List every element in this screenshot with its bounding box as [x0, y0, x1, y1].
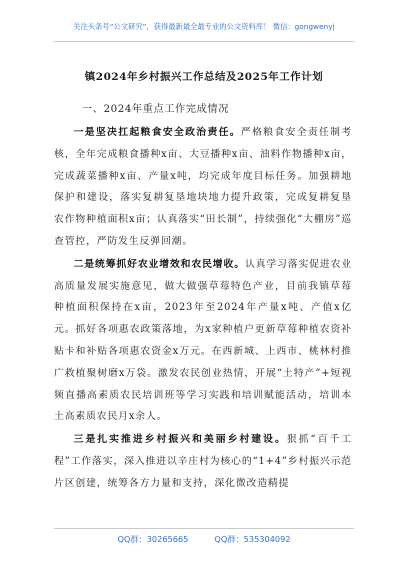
- paragraph-3: [54, 429, 352, 494]
- paragraph-3-text: 狠抓“百千工程”工作落实，深入推进以辛庄村为核心的“1+4”乡村振兴示范片区创建，统筹各方力量和支持，深化微改造精提: [54, 434, 352, 489]
- section-heading: 一、2024年重点工作完成情况: [82, 104, 229, 115]
- qq-group-1: QQ群：30265665: [117, 534, 189, 544]
- footer-contacts: [0, 534, 408, 545]
- document-title: 镇2024年乡村振兴工作总结及2025年工作计划: [84, 71, 324, 83]
- document-body: [54, 122, 352, 496]
- header-divider: [54, 41, 354, 42]
- paragraph-1: [54, 122, 352, 253]
- qq-group-2: QQ群：535304092: [214, 534, 291, 544]
- paragraph-1-text: 严格粮食安全责任制考核，全年完成粮食播种x亩、大豆播种x亩、油料作物播种x亩，完成蔬菜播种x亩、产量x吨，均完成年度目标任务。加强耕地保护和建设，落实复耕复垦地块地力提升政策，完成复耕复垦农作物种植面积x亩；认真落实“田长制”，持续强化“大棚房”巡查管控，严防发生反弹回潮。: [54, 127, 353, 247]
- promo-banner: 关注头条号“公文研究”，获得最新最全最专业的公文资料库！ 微信：gongwenyj: [73, 22, 335, 31]
- paragraph-3-lead: 三是扎实推进乡村振兴和美丽乡村建设。: [73, 434, 287, 446]
- paragraph-1-lead: 一是坚决扛起粮食安全政治责任。: [73, 127, 241, 138]
- paragraph-2-text: 认真学习落实促进农业高质量发展实施意见，做大做强草莓特色产业，目前我镇草莓种植面积保持在x亩，2023年至2024年产量x吨、产值x亿元。抓好各项惠农政策落地，为x家种植户更新草莓种植农资补贴卡和补贴各项惠农资金x万元。在西新城、上西市、桃林村推广救植聚树磨x万袋。激发农民创业热情，开展“土特产”+短视频直播高素质农民培训班等学习实践和培训赋能活动，培训本土高素质农民月x余人。: [54, 258, 353, 423]
- paragraph-2: [54, 254, 352, 428]
- footer-divider: [54, 528, 354, 529]
- paragraph-2-lead: 二是统筹抓好农业增效和农民增收。: [73, 258, 245, 270]
